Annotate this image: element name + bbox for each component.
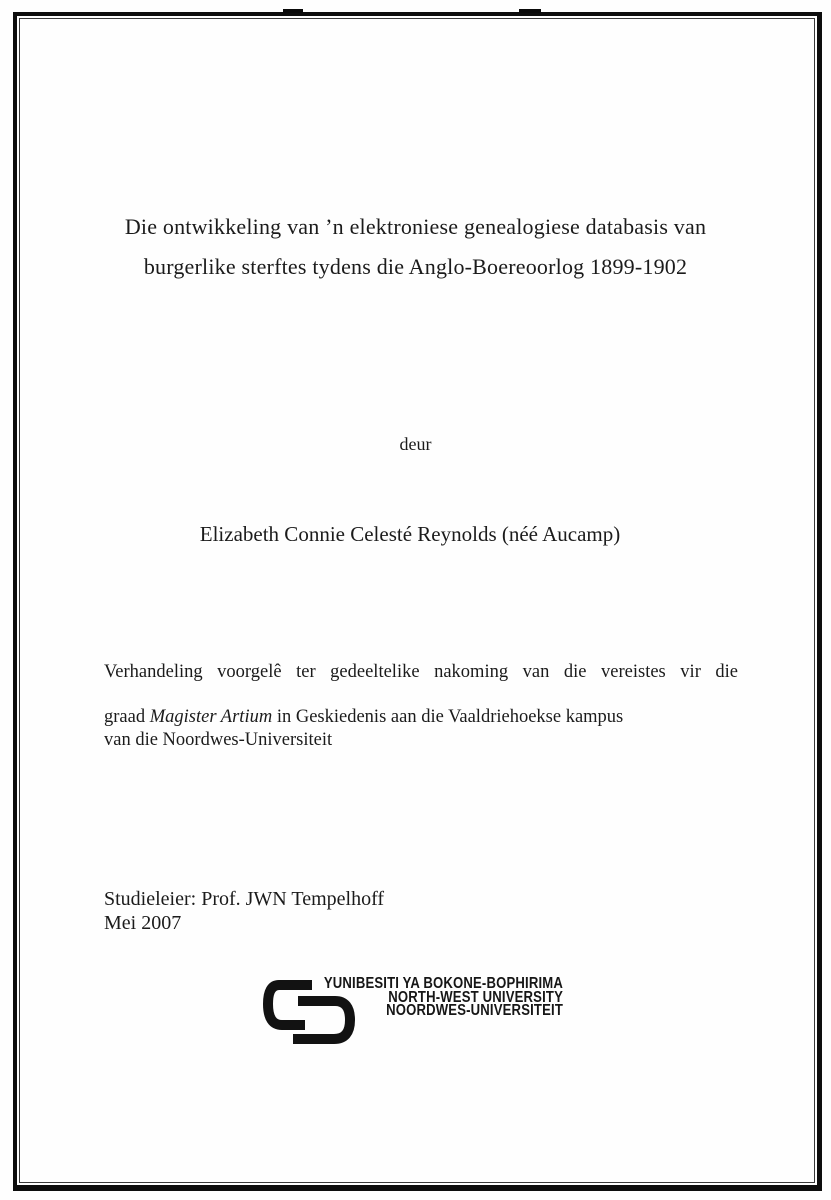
scan-artifact [519,9,541,13]
supervisor-line: Studieleier: Prof. JWN Tempelhoff [104,888,385,910]
thesis-title-line2: burgerlike sterftes tydens die Anglo-Boereoorlog 1899-1902 [143,254,688,279]
submission-statement [104,661,738,752]
university-logo-text [317,977,563,1018]
supervisor-and-date [104,888,384,935]
thesis-title [70,207,761,287]
thesis-title-line1: Die ontwikkeling van ’n elektroniese genealogiese databasis van [124,214,707,239]
submission-line3: van die Noordwes-Universiteit [104,730,333,751]
date-line: Mei 2007 [104,911,182,934]
author-name: Elizabeth Connie Celesté Reynolds (néé Aucamp) [199,522,621,546]
university-logo [263,977,573,1049]
university-name-english: NORTH-WEST UNIVERSITY [388,988,563,1006]
submission-line2-prefix: graad [104,707,150,728]
submission-line1: Verhandeling voorgelê ter gedeeltelike nakoming van die vereistes vir die [104,662,738,682]
degree-name: Magister Artium [149,707,273,728]
byline-label: deur [399,434,432,454]
submission-line2-suffix: in Geskiedenis aan die Vaaldriehoekse kampus [272,707,624,728]
university-name-afrikaans: NOORDWES-UNIVERSITEIT [386,1002,563,1019]
university-name-setswana: YUNIBESITI YA BOKONE-BOPHIRIMA [323,975,563,992]
scan-artifact [283,9,303,13]
submission-line2 [104,706,738,729]
